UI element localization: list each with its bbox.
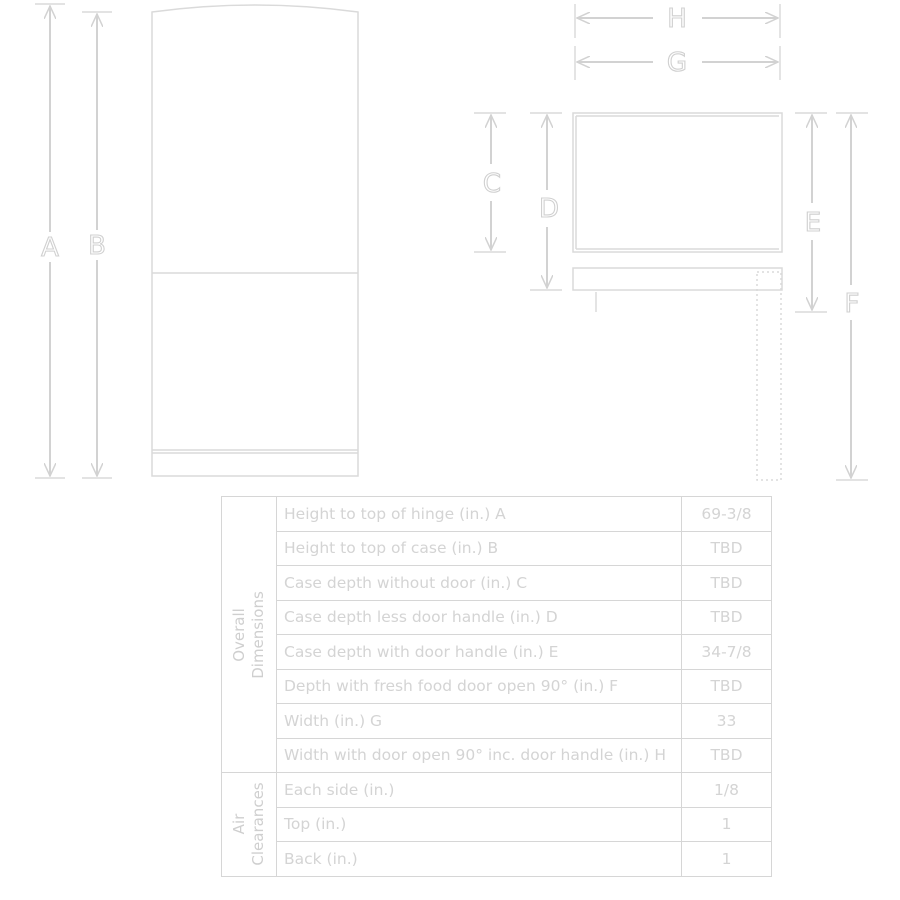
table-row	[222, 566, 772, 601]
label-b: B	[88, 231, 106, 261]
row-value: 1	[682, 807, 772, 842]
group-title-line1: Overall	[230, 607, 248, 662]
label-e: E	[804, 208, 822, 238]
label-h: H	[667, 4, 687, 34]
dimension-c	[474, 113, 506, 252]
row-label: Case depth less door handle (in.) D	[277, 600, 682, 635]
table-row	[222, 704, 772, 739]
table-row	[222, 842, 772, 877]
table-row	[222, 669, 772, 704]
door-top-outline	[573, 268, 782, 290]
row-label: Case depth without door (in.) C	[277, 566, 682, 601]
row-value: TBD	[682, 600, 772, 635]
group-title-line2: Clearances	[249, 782, 267, 866]
table-row	[222, 807, 772, 842]
group-header	[222, 497, 277, 773]
row-label: Height to top of case (in.) B	[277, 531, 682, 566]
label-c: C	[482, 169, 502, 199]
row-value: TBD	[682, 669, 772, 704]
row-value: TBD	[682, 566, 772, 601]
group-header	[222, 773, 277, 877]
row-label: Depth with fresh food door open 90° (in.) F	[277, 669, 682, 704]
label-f: F	[844, 289, 860, 319]
row-label: Each side (in.)	[277, 773, 682, 808]
dimension-b	[82, 12, 112, 478]
dimension-f	[836, 113, 868, 480]
group-title	[230, 591, 268, 679]
front-view	[152, 5, 358, 476]
table-row	[222, 738, 772, 773]
row-label: Width with door open 90° inc. door handle (in.) H	[277, 738, 682, 773]
row-value: 1	[682, 842, 772, 877]
top-view	[573, 113, 782, 480]
row-label: Back (in.)	[277, 842, 682, 877]
label-a: A	[41, 233, 59, 263]
row-value: 33	[682, 704, 772, 739]
row-value: 69-3/8	[682, 497, 772, 532]
row-value: TBD	[682, 738, 772, 773]
dimension-e	[795, 113, 827, 312]
table-row	[222, 497, 772, 532]
open-door-outline	[757, 272, 781, 480]
table-row	[222, 600, 772, 635]
table-row	[222, 531, 772, 566]
case-top-outline	[573, 113, 782, 252]
dimension-h	[575, 4, 780, 38]
group-title-line2: Dimensions	[249, 590, 267, 679]
row-value: TBD	[682, 531, 772, 566]
row-value: 34-7/8	[682, 635, 772, 670]
table-row	[222, 635, 772, 670]
label-g: G	[666, 48, 688, 78]
dimension-d	[530, 113, 562, 290]
row-label: Case depth with door handle (in.) E	[277, 635, 682, 670]
row-label: Height to top of hinge (in.) A	[277, 497, 682, 532]
group-title-line1: Air	[230, 813, 248, 835]
dimension-g	[575, 46, 780, 80]
table-row	[222, 773, 772, 808]
dimensions-table	[221, 496, 772, 877]
group-title	[230, 783, 268, 866]
row-value: 1/8	[682, 773, 772, 808]
case-outline	[152, 5, 358, 476]
label-d: D	[538, 194, 560, 224]
row-label: Top (in.)	[277, 807, 682, 842]
row-label: Width (in.) G	[277, 704, 682, 739]
dimension-a	[35, 4, 65, 478]
